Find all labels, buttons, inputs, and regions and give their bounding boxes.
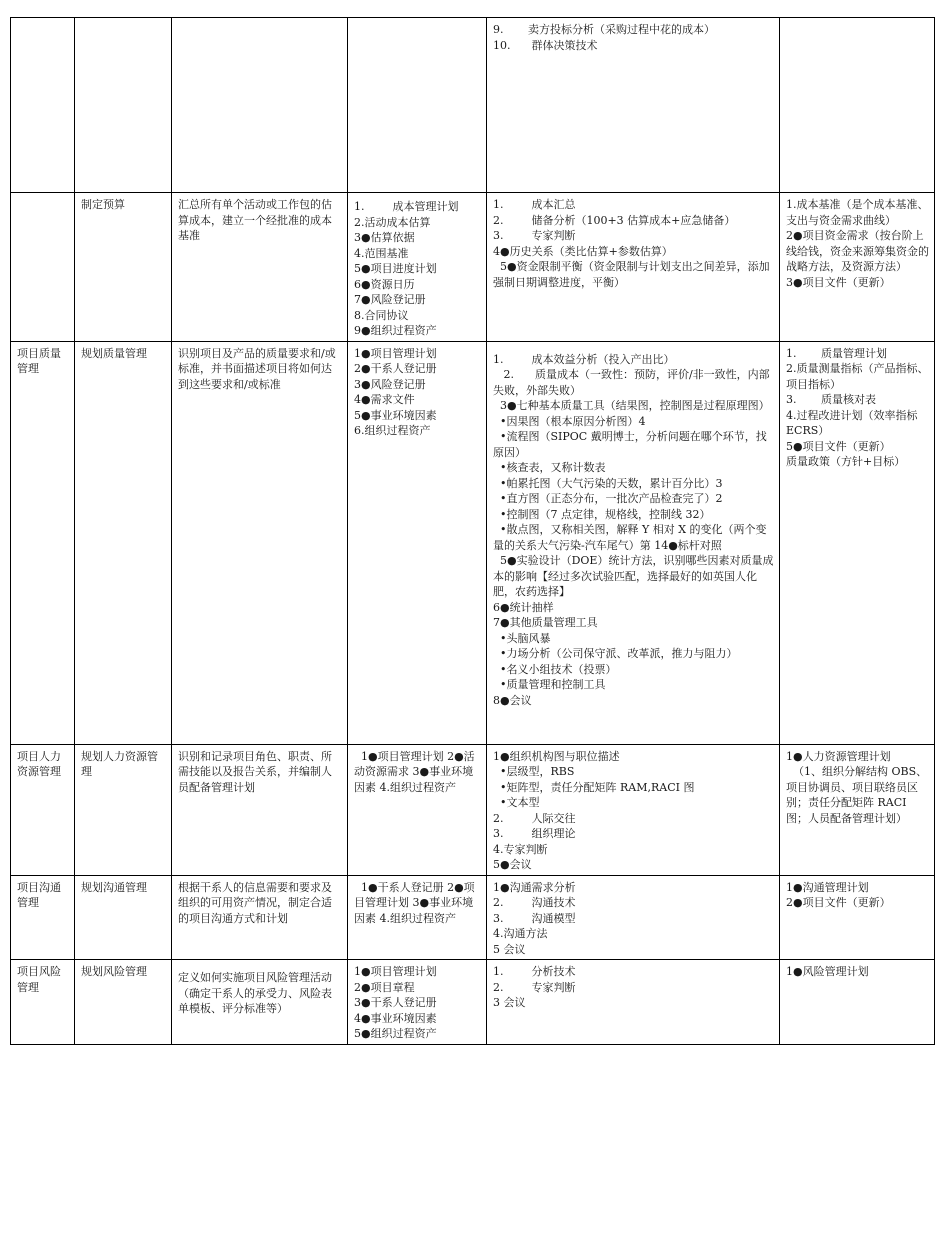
- output-line: 4.过程改进计划（效率指标 ECRS）: [786, 408, 921, 437]
- tool-line: •头脑风暴: [493, 631, 551, 645]
- input-line: 5●事业环境因素: [354, 408, 437, 422]
- table-row: [11, 960, 935, 1045]
- process-cell: 规划质量管理: [75, 341, 172, 744]
- input-line: 3●干系人登记册: [354, 996, 437, 1009]
- input-line: 3●估算依据: [354, 231, 415, 244]
- output-line: 1. 质量管理计划: [786, 346, 887, 360]
- input-line: 1●干系人登记册 2●项目管理计划 3●事业环境因素 4.组织过程资产: [354, 880, 475, 925]
- tool-line: 4●历史关系（类比估算+参数估算）: [493, 244, 673, 258]
- inputs-cell: [348, 875, 487, 960]
- input-line: 5●项目进度计划: [354, 262, 437, 275]
- tool-line: •散点图，又称相关图，解释 Y 相对 X 的变化（两个变量的关系大气污染-汽车尾气）第 14●标杆对照: [493, 523, 767, 552]
- output-line: 3. 质量核对表: [786, 393, 876, 406]
- input-line: 5●组织过程资产: [354, 1027, 437, 1040]
- outputs-cell: [780, 960, 935, 1045]
- output-line: 1●风险管理计划: [786, 965, 869, 978]
- process-cell: [75, 18, 172, 193]
- tool-line: 4.沟通方法: [493, 927, 548, 940]
- description-cell: [172, 18, 348, 193]
- tool-line: 2. 沟通技术: [493, 896, 576, 909]
- output-line: （1、组织分解结构 OBS、项目协调员、项目联络员区别；责任分配矩阵 RACI 图；人员配备管理计划）: [786, 765, 928, 825]
- input-line: 9●组织过程资产: [354, 324, 437, 337]
- input-line: 1●项目管理计划: [354, 346, 437, 360]
- description-cell: 根据干系人的信息需要和要求及组织的可用资产情况，制定合适的项目沟通方式和计划: [172, 875, 348, 960]
- outputs-cell: [780, 744, 935, 875]
- input-line: 3●风险登记册: [354, 377, 426, 391]
- tool-line: •层级型，RBS: [493, 765, 575, 778]
- tools-cell: [487, 875, 780, 960]
- tool-line: •直方图（正态分布，一批次产品检查完了）2: [493, 492, 723, 505]
- tool-line: 1●组织机构图与职位描述: [493, 749, 620, 763]
- output-line: 2.质量测量指标（产品指标、项目指标）: [786, 362, 929, 391]
- output-line: 3●项目文件（更新）: [786, 275, 891, 289]
- input-line: 2.活动成本估算: [354, 215, 431, 229]
- tool-line: 2. 质量成本（一致性：预防，评价/非一致性，内部失败，外部失败）: [493, 368, 770, 397]
- tool-line: 3●七种基本质量工具（结果图，控制图是过程原理图）: [493, 399, 770, 412]
- tool-line: 3 会议: [493, 996, 526, 1009]
- tool-line: 3. 沟通模型: [493, 911, 576, 925]
- tool-line: 4.专家判断: [493, 842, 548, 856]
- description-cell: 识别和记录项目角色、职责、所需技能以及报告关系，并编制人员配备管理计划: [172, 744, 348, 875]
- tool-line: 5●实验设计（DOE）统计方法，识别哪些因素对质量成本的影响【经过多次试验匹配，选择最好的如英国人化肥，农药选择】: [493, 554, 774, 598]
- output-line: 2●项目文件（更新）: [786, 896, 891, 909]
- description-cell: 定义如何实施项目风险管理活动（确定干系人的承受力、风险表单模板、评分标准等）: [172, 960, 348, 1045]
- tool-line: •因果图（根本原因分析图）4: [493, 414, 646, 428]
- process-cell: 制定预算: [75, 193, 172, 342]
- input-line: 1●项目管理计划: [354, 965, 437, 978]
- input-line: 1●项目管理计划 2●活动资源需求 3●事业环境因素 4.组织过程资产: [354, 749, 475, 794]
- input-line: 4●事业环境因素: [354, 1011, 437, 1025]
- inputs-cell: [348, 18, 487, 193]
- knowledge-area-cell: [11, 193, 75, 342]
- table-row: [11, 18, 935, 193]
- tools-cell: [487, 960, 780, 1045]
- inputs-cell: [348, 341, 487, 744]
- tool-line: 2. 专家判断: [493, 980, 576, 994]
- knowledge-area-cell: 项目沟通管理: [11, 875, 75, 960]
- tool-line: •文本型: [493, 796, 540, 809]
- input-line: 1. 成本管理计划: [354, 200, 459, 213]
- output-line: 1.成本基准（是个成本基准、支出与资金需求曲线）: [786, 198, 929, 227]
- tool-line: •流程图（SIPOC 戴明博士，分析问题在哪个环节，找原因）: [493, 430, 767, 459]
- output-line: 1●沟通管理计划: [786, 880, 869, 894]
- tool-line: 1. 成本效益分析（投入产出比）: [493, 352, 675, 366]
- knowledge-area-cell: 项目人力资源管理: [11, 744, 75, 875]
- tool-line: •控制图（7 点定律，规格线，控制线 32）: [493, 507, 711, 521]
- output-line: 质量政策（方针+目标）: [786, 455, 906, 468]
- tool-line: •质量管理和控制工具: [493, 678, 606, 691]
- input-line: 2●干系人登记册: [354, 362, 437, 375]
- tool-line: 1. 成本汇总: [493, 198, 576, 211]
- tools-cell: [487, 341, 780, 744]
- tool-line: 7●其他质量管理工具: [493, 616, 598, 629]
- tool-line: 8●会议: [493, 693, 532, 707]
- input-line: 7●风险登记册: [354, 293, 426, 306]
- tools-cell: [487, 18, 780, 193]
- output-line: 1●人力资源管理计划: [786, 749, 891, 763]
- table-row: [11, 875, 935, 960]
- process-cell: 规划沟通管理: [75, 875, 172, 960]
- tool-line: 1●沟通需求分析: [493, 880, 576, 894]
- tool-line: 6●统计抽样: [493, 600, 554, 614]
- knowledge-area-cell: [11, 18, 75, 193]
- description-cell: 汇总所有单个活动或工作包的估算成本，建立一个经批准的成本基准: [172, 193, 348, 342]
- input-line: 4●需求文件: [354, 393, 415, 406]
- tool-line: •力场分析（公司保守派、改革派，推力与阻力）: [493, 647, 738, 660]
- table-row: [11, 744, 935, 875]
- tools-cell: [487, 744, 780, 875]
- output-line: 5●项目文件（更新）: [786, 439, 891, 453]
- knowledge-area-cell: 项目风险管理: [11, 960, 75, 1045]
- outputs-cell: [780, 341, 935, 744]
- inputs-cell: [348, 744, 487, 875]
- tools-cell: [487, 193, 780, 342]
- tool-line: •矩阵型，责任分配矩阵 RAM,RACI 图: [493, 780, 695, 794]
- input-line: 8.合同协议: [354, 308, 409, 322]
- tool-line: •名义小组技术（投票）: [493, 662, 617, 676]
- tool-line: 10. 群体决策技术: [493, 38, 598, 52]
- tool-line: 9. 卖方投标分析（采购过程中花的成本）: [493, 23, 715, 36]
- inputs-cell: [348, 193, 487, 342]
- tool-line: 5 会议: [493, 942, 526, 956]
- process-table: [10, 17, 935, 1045]
- tool-line: 3. 组织理论: [493, 827, 576, 840]
- output-line: 2●项目资金需求（按台阶上线给钱，资金来源筹集资金的战略方法，及资源方法）: [786, 229, 929, 273]
- process-cell: 规划人力资源管理: [75, 744, 172, 875]
- tool-line: 2. 储备分析（100+3 估算成本+应急储备）: [493, 213, 736, 227]
- process-cell: 规划风险管理: [75, 960, 172, 1045]
- input-line: 6●资源日历: [354, 277, 415, 291]
- input-line: 6.组织过程资产: [354, 424, 431, 437]
- description-cell: 识别项目及产品的质量要求和/或标准，并书面描述项目将如何达到这些要求和/或标准: [172, 341, 348, 744]
- tool-line: 2. 人际交往: [493, 811, 576, 825]
- tool-line: 3. 专家判断: [493, 229, 576, 242]
- table-row: [11, 193, 935, 342]
- input-line: 4.范围基准: [354, 246, 409, 260]
- outputs-cell: [780, 875, 935, 960]
- tool-line: 1. 分析技术: [493, 965, 576, 978]
- outputs-cell: [780, 18, 935, 193]
- tool-line: 5●会议: [493, 858, 532, 871]
- input-line: 2●项目章程: [354, 980, 415, 994]
- knowledge-area-cell: 项目质量管理: [11, 341, 75, 744]
- table-row: [11, 341, 935, 744]
- tool-line: •核查表，又称计数表: [493, 461, 606, 474]
- inputs-cell: [348, 960, 487, 1045]
- tool-line: 5●资金限制平衡（资金限制与计划支出之间差异，添加强制日期调整进度，平衡）: [493, 260, 770, 289]
- outputs-cell: [780, 193, 935, 342]
- tool-line: •帕累托图（大气污染的天数，累计百分比）3: [493, 476, 723, 490]
